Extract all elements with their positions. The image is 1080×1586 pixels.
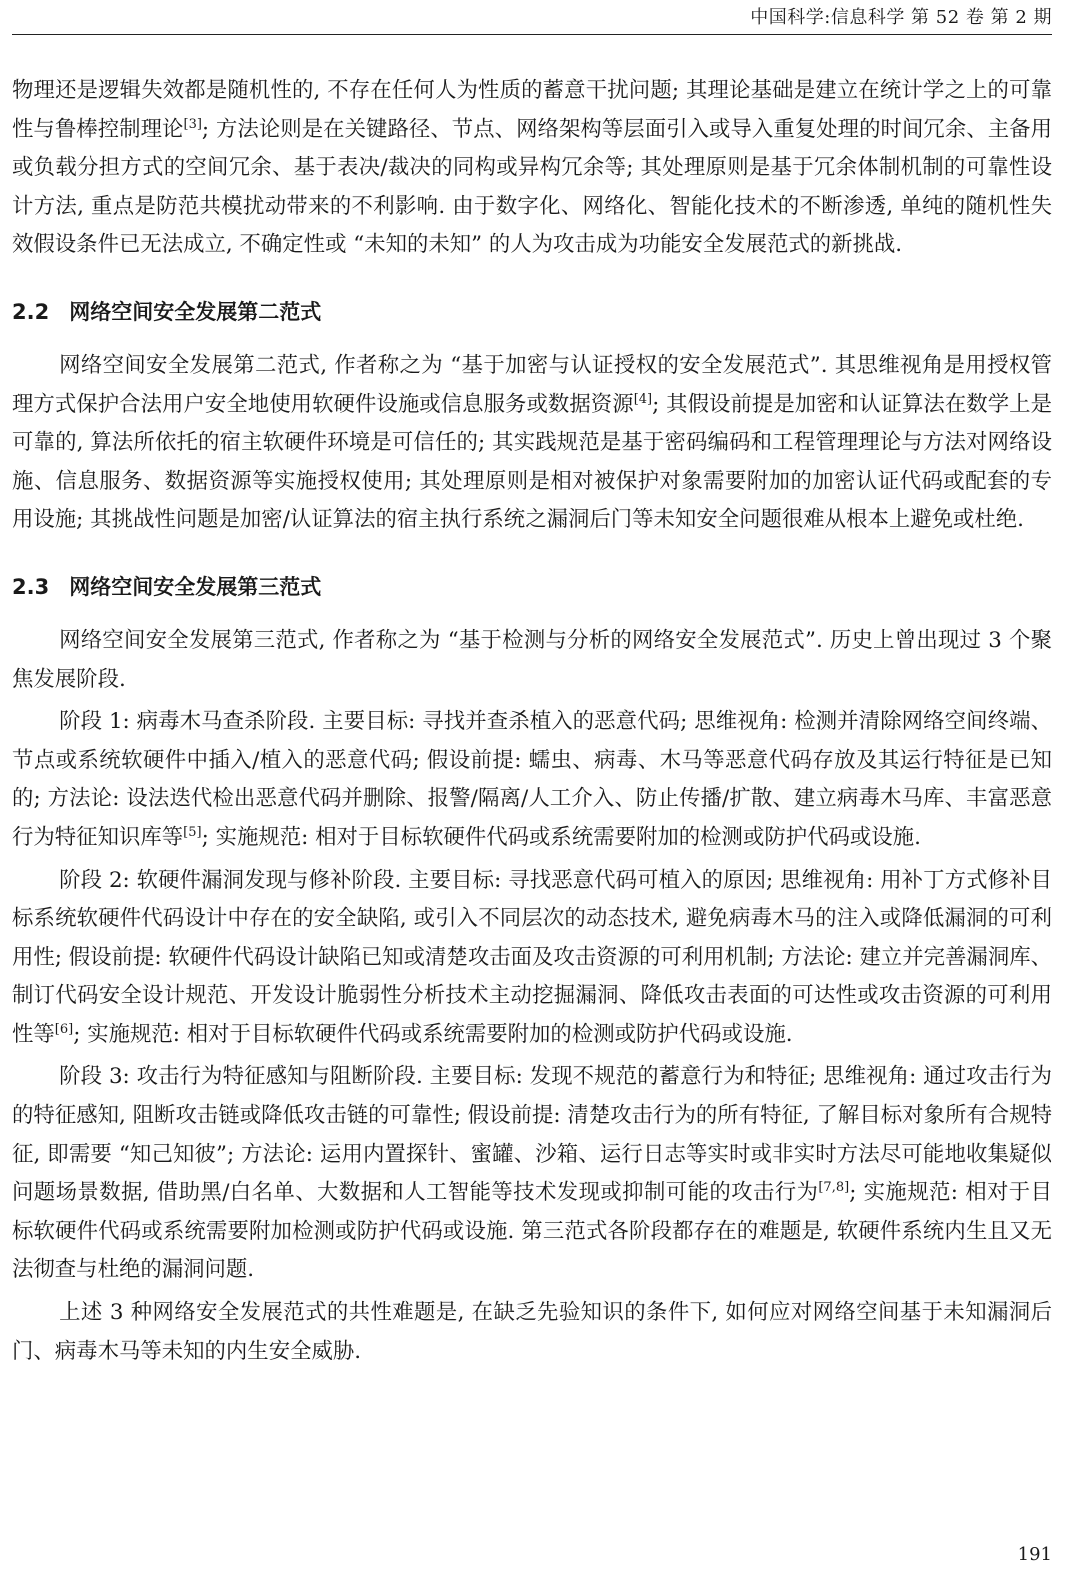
- citation-ref[interactable]: [3]: [183, 116, 202, 132]
- paragraph-stage-3: 阶段 3: 攻击行为特征感知与阻断阶段. 主要目标: 发现不规范的蓄意行为和特征; 思维视角: 通过攻击行为的特征感知, 阻断攻击链或降低攻击链的可靠性; 假设前提: 清楚攻击行为的所有特征, 了解目标对象所有合规特征, 即需要 “知己知彼”; 方法论: 运用内置探针、蜜罐、沙箱、运行日志等实时或非实时方法尽可能地收集疑似问题场景数据, 借助黑/白名单、大数据和人工智能等技术发现或抑制可能的攻击行为[7,8]; 实施规范: 相对于目标软硬件代码或系统需要附加检测或防护代码或设施. 第三范式各阶段都存在的难题是, 软硬件系统内生且又无法彻查与杜绝的漏洞问题.: [12, 1064, 1052, 1283]
- section-number: 2.2: [12, 299, 50, 324]
- paragraph-second-paradigm: 网络空间安全发展第二范式, 作者称之为 “基于加密与认证授权的安全发展范式”. 其思维视角是用授权管理方式保护合法用户安全地使用软硬件设施或信息服务或数据资源[4]; 其假设前提是加密和认证算法在数学上是可靠的, 算法所依托的宿主软硬件环境是可信任的; 其实践规范是基于密码编码和工程管理理论与方法对网络设施、信息服务、数据资源等实施授权使用; 其处理原则是相对被保护对象需要附加的加密认证代码或配套的专用设施; 其挑战性问题是加密/认证算法的宿主执行系统之漏洞后门等未知安全问题很难从根本上避免或杜绝.: [12, 352, 1052, 533]
- citation-ref[interactable]: [7,8]: [818, 1180, 850, 1196]
- paragraph-continuation: 物理还是逻辑失效都是随机性的, 不存在任何人为性质的蓄意干扰问题; 其理论基础是建立在统计学之上的可靠性与鲁棒控制理论[3]; 方法论则是在关键路径、节点、网络架构等层面引入或导入重复处理的时间冗余、主备用或负载分担方式的空间冗余、基于表决/裁决的同构或异构冗余等; 其处理原则是基于冗余体制机制的可靠性设计方法, 重点是防范共模扰动带来的不利影响. 由于数字化、网络化、智能化技术的不断渗透, 单纯的随机性失效假设条件已无法成立, 不确定性或 “未知的未知” 的人为攻击成为功能安全发展范式的新挑战.: [12, 78, 1052, 258]
- paragraph-stage-2: 阶段 2: 软硬件漏洞发现与修补阶段. 主要目标: 寻找恶意代码可植入的原因; 思维视角: 用补丁方式修补目标系统软硬件代码设计中存在的安全缺陷, 或引入不同层次的动态技术, 避免病毒木马的注入或降低漏洞的可利用性; 假设前提: 软硬件代码设计缺陷已知或清楚攻击面及攻击资源的可利用机制; 方法论: 建立并完善漏洞库、制订代码安全设计规范、开发设计脆弱性分析技术主动挖掘漏洞、降低攻击表面的可达性或攻击资源的可利用性等[6]; 实施规范: 相对于目标软硬件代码或系统需要附加的检测或防护代码或设施.: [12, 867, 1052, 1047]
- citation-ref[interactable]: [4]: [633, 391, 653, 407]
- citation-ref[interactable]: [5]: [183, 824, 202, 840]
- section-title: 网络空间安全发展第二范式: [69, 299, 322, 324]
- paragraph-third-paradigm-intro: 网络空间安全发展第三范式, 作者称之为 “基于检测与分析的网络安全发展范式”. 历史上曾出现过 3 个聚焦发展阶段.: [12, 627, 1052, 692]
- paragraph-common-challenge: 上述 3 种网络安全发展范式的共性难题是, 在缺乏先验知识的条件下, 如何应对网络空间基于未知漏洞后门、病毒木马等未知的内生安全威胁.: [12, 1300, 1052, 1364]
- section-number: 2.3: [12, 574, 50, 599]
- citation-ref[interactable]: [6]: [54, 1021, 74, 1037]
- section-title: 网络空间安全发展第三范式: [69, 574, 322, 599]
- section-heading-2-2: [12, 293, 1052, 331]
- paragraph-stage-1: 阶段 1: 病毒木马查杀阶段. 主要目标: 寻找并查杀植入的恶意代码; 思维视角: 检测并清除网络空间终端、节点或系统软硬件中插入/植入的恶意代码; 假设前提: 蠕虫、病毒、木马等恶意代码存放及其运行特征是已知的; 方法论: 设法迭代检出恶意代码并删除、报警/隔离/人工介入、防止传播/扩散、建立病毒木马库、丰富恶意行为特征知识库等[5]; 实施规范: 相对于目标软硬件代码或系统需要附加的检测或防护代码或设施.: [12, 709, 1052, 850]
- article-body: [12, 72, 1052, 1375]
- running-header: 中国科学:信息科学 第 52 卷 第 2 期: [12, 6, 1052, 35]
- section-heading-2-3: [12, 568, 1052, 606]
- page-number: 191: [1017, 1544, 1052, 1565]
